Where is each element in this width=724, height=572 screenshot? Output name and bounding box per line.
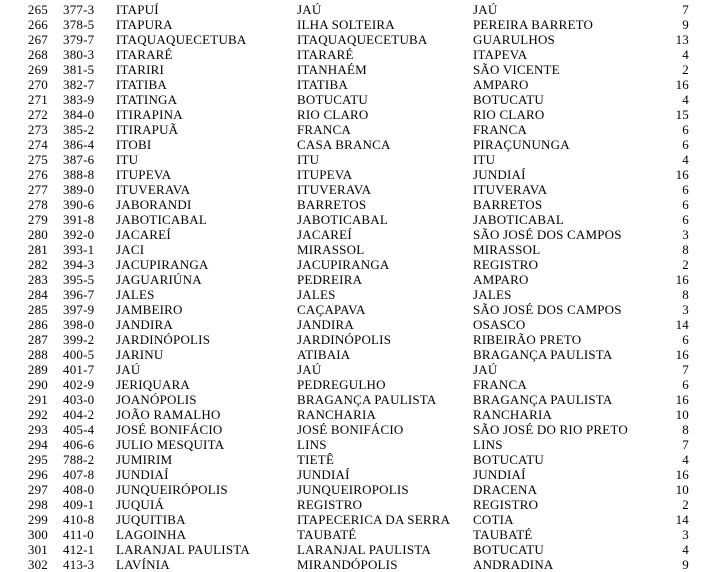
count-cell: 7 <box>682 2 689 17</box>
region-city-cell: BRAGANÇA PAULISTA <box>473 347 613 362</box>
region-city-cell: BOTUCATU <box>473 92 544 107</box>
municipality-cell: LARANJAL PAULISTA <box>116 542 250 557</box>
municipality-cell: ITUVERAVA <box>116 182 191 197</box>
municipality-cell: LAGOINHA <box>116 527 187 542</box>
row-index-cell: 300 <box>27 527 48 542</box>
municipality-cell: ITUPEVA <box>116 167 172 182</box>
count-cell: 7 <box>682 362 689 377</box>
table-row <box>0 122 724 137</box>
table-row <box>0 407 724 422</box>
seat-city-cell: TAUBATÉ <box>297 527 357 542</box>
region-city-cell: FRANCA <box>473 122 527 137</box>
table-row <box>0 227 724 242</box>
row-index-cell: 278 <box>27 197 48 212</box>
region-city-cell: COTIA <box>473 512 514 527</box>
table-row <box>0 362 724 377</box>
code-cell: 402-9 <box>63 377 95 392</box>
seat-city-cell: JALES <box>297 287 336 302</box>
municipality-cell: JUQUITIBA <box>116 512 186 527</box>
seat-city-cell: ITANHAÉM <box>297 62 367 77</box>
code-cell: 413-3 <box>63 557 95 572</box>
seat-city-cell: PEDREGULHO <box>297 377 386 392</box>
code-cell: 395-5 <box>63 272 95 287</box>
count-cell: 16 <box>675 272 689 287</box>
seat-city-cell: ITARARÉ <box>297 47 354 62</box>
code-cell: 388-8 <box>63 167 95 182</box>
region-city-cell: FRANCA <box>473 377 527 392</box>
seat-city-cell: JABOTICABAL <box>297 212 389 227</box>
code-cell: 412-1 <box>63 542 95 557</box>
table-row <box>0 77 724 92</box>
municipality-cell: JUMIRIM <box>116 452 173 467</box>
municipality-cell: JARDINÓPOLIS <box>116 332 211 347</box>
count-cell: 3 <box>682 302 689 317</box>
row-index-cell: 273 <box>27 122 48 137</box>
seat-city-cell: JANDIRA <box>297 317 355 332</box>
count-cell: 10 <box>675 407 689 422</box>
table-row <box>0 167 724 182</box>
count-cell: 6 <box>682 182 689 197</box>
code-cell: 390-6 <box>63 197 95 212</box>
table-row <box>0 557 724 572</box>
count-cell: 6 <box>682 197 689 212</box>
code-cell: 788-2 <box>63 452 95 467</box>
count-cell: 16 <box>675 77 689 92</box>
seat-city-cell: LARANJAL PAULISTA <box>297 542 431 557</box>
region-city-cell: DRACENA <box>473 482 538 497</box>
row-index-cell: 291 <box>27 392 48 407</box>
table-row <box>0 212 724 227</box>
code-cell: 380-3 <box>63 47 95 62</box>
count-cell: 16 <box>675 167 689 182</box>
region-city-cell: BOTUCATU <box>473 452 544 467</box>
seat-city-cell: ITU <box>297 152 320 167</box>
row-index-cell: 294 <box>27 437 48 452</box>
code-cell: 396-7 <box>63 287 95 302</box>
table-row <box>0 197 724 212</box>
code-cell: 378-5 <box>63 17 95 32</box>
count-cell: 4 <box>682 152 689 167</box>
count-cell: 4 <box>682 542 689 557</box>
row-index-cell: 289 <box>27 362 48 377</box>
table-row <box>0 392 724 407</box>
row-index-cell: 266 <box>27 17 48 32</box>
row-index-cell: 280 <box>27 227 48 242</box>
municipality-cell: ITAPUÍ <box>116 2 159 17</box>
code-cell: 397-9 <box>63 302 95 317</box>
region-city-cell: MIRASSOL <box>473 242 541 257</box>
seat-city-cell: RANCHARIA <box>297 407 377 422</box>
seat-city-cell: PEDREIRA <box>297 272 363 287</box>
seat-city-cell: TIETÊ <box>297 452 335 467</box>
municipality-cell: JOSÉ BONIFÁCIO <box>116 422 223 437</box>
seat-city-cell: ITAPECERICA DA SERRA <box>297 512 451 527</box>
table-row <box>0 497 724 512</box>
seat-city-cell: JACUPIRANGA <box>297 257 390 272</box>
table-row <box>0 452 724 467</box>
region-city-cell: JUNDIAÍ <box>473 167 526 182</box>
table-row <box>0 32 724 47</box>
row-index-cell: 267 <box>27 32 48 47</box>
municipality-cell: JACAREÍ <box>116 227 171 242</box>
region-city-cell: REGISTRO <box>473 497 539 512</box>
row-index-cell: 275 <box>27 152 48 167</box>
count-cell: 6 <box>682 137 689 152</box>
count-cell: 16 <box>675 392 689 407</box>
count-cell: 7 <box>682 437 689 452</box>
row-index-cell: 293 <box>27 422 48 437</box>
table-row <box>0 272 724 287</box>
municipality-cell: ITATINGA <box>116 92 178 107</box>
code-cell: 403-0 <box>63 392 95 407</box>
row-index-cell: 292 <box>27 407 48 422</box>
table-row <box>0 47 724 62</box>
code-cell: 382-7 <box>63 77 95 92</box>
row-index-cell: 299 <box>27 512 48 527</box>
seat-city-cell: ILHA SOLTEIRA <box>297 17 395 32</box>
table-row <box>0 17 724 32</box>
seat-city-cell: RIO CLARO <box>297 107 369 122</box>
code-cell: 407-8 <box>63 467 95 482</box>
seat-city-cell: BRAGANÇA PAULISTA <box>297 392 437 407</box>
row-index-cell: 276 <box>27 167 48 182</box>
table-row <box>0 437 724 452</box>
municipality-cell: JABOTICABAL <box>116 212 208 227</box>
region-city-cell: SÃO JOSÉ DOS CAMPOS <box>473 227 622 242</box>
count-cell: 8 <box>682 287 689 302</box>
seat-city-cell: REGISTRO <box>297 497 363 512</box>
region-city-cell: RIO CLARO <box>473 107 545 122</box>
table-row <box>0 137 724 152</box>
count-cell: 16 <box>675 347 689 362</box>
municipality-cell: ITARARÉ <box>116 47 173 62</box>
region-city-cell: LINS <box>473 437 503 452</box>
municipality-cell: JOÃO RAMALHO <box>116 407 221 422</box>
code-cell: 411-0 <box>63 527 94 542</box>
municipality-cell: JACUPIRANGA <box>116 257 209 272</box>
code-cell: 379-7 <box>63 32 95 47</box>
seat-city-cell: BARRETOS <box>297 197 367 212</box>
region-city-cell: BOTUCATU <box>473 542 544 557</box>
municipality-cell: JANDIRA <box>116 317 174 332</box>
municipality-cell: ITARIRI <box>116 62 165 77</box>
municipality-cell: JALES <box>116 287 155 302</box>
code-cell: 394-3 <box>63 257 95 272</box>
row-index-cell: 269 <box>27 62 48 77</box>
municipality-cell: JACI <box>116 242 145 257</box>
municipality-cell: JAÚ <box>116 362 141 377</box>
municipality-cell: ITAQUAQUECETUBA <box>116 32 247 47</box>
seat-city-cell: ITUVERAVA <box>297 182 372 197</box>
region-city-cell: JALES <box>473 287 512 302</box>
seat-city-cell: FRANCA <box>297 122 351 137</box>
row-index-cell: 270 <box>27 77 48 92</box>
region-city-cell: BRAGANÇA PAULISTA <box>473 392 613 407</box>
code-cell: 381-5 <box>63 62 95 77</box>
code-cell: 408-0 <box>63 482 95 497</box>
row-index-cell: 297 <box>27 482 48 497</box>
code-cell: 385-2 <box>63 122 95 137</box>
municipality-cell: JARINU <box>116 347 164 362</box>
row-index-cell: 295 <box>27 452 48 467</box>
row-index-cell: 288 <box>27 347 48 362</box>
table-row <box>0 92 724 107</box>
count-cell: 8 <box>682 422 689 437</box>
region-city-cell: JUNDIAÍ <box>473 467 526 482</box>
row-index-cell: 279 <box>27 212 48 227</box>
table-row <box>0 377 724 392</box>
seat-city-cell: ITUPEVA <box>297 167 353 182</box>
region-city-cell: PIRAÇUNUNGA <box>473 137 570 152</box>
table-row <box>0 302 724 317</box>
municipality-cell: JAGUARIÚNA <box>116 272 202 287</box>
table-row <box>0 107 724 122</box>
seat-city-cell: JOSÉ BONIFÁCIO <box>297 422 404 437</box>
seat-city-cell: MIRANDÓPOLIS <box>297 557 398 572</box>
seat-city-cell: ATIBAIA <box>297 347 351 362</box>
count-cell: 4 <box>682 47 689 62</box>
row-index-cell: 296 <box>27 467 48 482</box>
code-cell: 406-6 <box>63 437 95 452</box>
municipality-cell: JABORANDI <box>116 197 192 212</box>
code-cell: 405-4 <box>63 422 95 437</box>
seat-city-cell: JUNDIAÍ <box>297 467 350 482</box>
seat-city-cell: ITAQUAQUECETUBA <box>297 32 428 47</box>
region-city-cell: AMPARO <box>473 77 529 92</box>
code-cell: 404-2 <box>63 407 95 422</box>
code-cell: 383-9 <box>63 92 95 107</box>
count-cell: 4 <box>682 92 689 107</box>
code-cell: 391-8 <box>63 212 95 227</box>
count-cell: 13 <box>675 32 689 47</box>
count-cell: 2 <box>682 497 689 512</box>
region-city-cell: BARRETOS <box>473 197 543 212</box>
count-cell: 16 <box>675 467 689 482</box>
row-index-cell: 302 <box>27 557 48 572</box>
region-city-cell: ITUVERAVA <box>473 182 548 197</box>
row-index-cell: 282 <box>27 257 48 272</box>
row-index-cell: 286 <box>27 317 48 332</box>
municipality-cell: LAVÍNIA <box>116 557 170 572</box>
municipality-cell: JAMBEIRO <box>116 302 183 317</box>
table-row <box>0 317 724 332</box>
table-row <box>0 347 724 362</box>
table-row <box>0 287 724 302</box>
count-cell: 2 <box>682 62 689 77</box>
seat-city-cell: JACAREÍ <box>297 227 352 242</box>
region-city-cell: ANDRADINA <box>473 557 554 572</box>
row-index-cell: 268 <box>27 47 48 62</box>
region-city-cell: TAUBATÉ <box>473 527 533 542</box>
table-row <box>0 242 724 257</box>
municipality-cell: JULIO MESQUITA <box>116 437 225 452</box>
count-cell: 9 <box>682 17 689 32</box>
count-cell: 8 <box>682 242 689 257</box>
table-row <box>0 482 724 497</box>
region-city-cell: JABOTICABAL <box>473 212 565 227</box>
count-cell: 2 <box>682 257 689 272</box>
row-index-cell: 271 <box>27 92 48 107</box>
municipality-cell: ITATIBA <box>116 77 167 92</box>
code-cell: 400-5 <box>63 347 95 362</box>
code-cell: 389-0 <box>63 182 95 197</box>
code-cell: 384-0 <box>63 107 95 122</box>
region-city-cell: ITU <box>473 152 496 167</box>
count-cell: 6 <box>682 377 689 392</box>
row-index-cell: 265 <box>27 2 48 17</box>
count-cell: 10 <box>675 482 689 497</box>
row-index-cell: 285 <box>27 302 48 317</box>
code-cell: 393-1 <box>63 242 95 257</box>
table-row <box>0 2 724 17</box>
region-city-cell: SÃO JOSÉ DO RIO PRETO <box>473 422 628 437</box>
region-city-cell: SÃO VICENTE <box>473 62 560 77</box>
municipality-table <box>0 2 724 572</box>
count-cell: 14 <box>675 512 689 527</box>
municipality-cell: JUQUIÁ <box>116 497 165 512</box>
code-cell: 409-1 <box>63 497 95 512</box>
row-index-cell: 281 <box>27 242 48 257</box>
seat-city-cell: LINS <box>297 437 327 452</box>
count-cell: 6 <box>682 332 689 347</box>
code-cell: 399-2 <box>63 332 95 347</box>
count-cell: 15 <box>675 107 689 122</box>
count-cell: 14 <box>675 317 689 332</box>
municipality-cell: ITIRAPUÃ <box>116 122 179 137</box>
count-cell: 3 <box>682 527 689 542</box>
region-city-cell: REGISTRO <box>473 257 539 272</box>
region-city-cell: GUARULHOS <box>473 32 555 47</box>
count-cell: 3 <box>682 227 689 242</box>
code-cell: 401-7 <box>63 362 95 377</box>
row-index-cell: 287 <box>27 332 48 347</box>
row-index-cell: 272 <box>27 107 48 122</box>
municipality-cell: ITU <box>116 152 139 167</box>
code-cell: 386-4 <box>63 137 95 152</box>
count-cell: 6 <box>682 212 689 227</box>
table-row <box>0 257 724 272</box>
region-city-cell: RIBEIRÃO PRETO <box>473 332 582 347</box>
seat-city-cell: MIRASSOL <box>297 242 365 257</box>
region-city-cell: PEREIRA BARRETO <box>473 17 594 32</box>
municipality-cell: JUNQUEIRÓPOLIS <box>116 482 228 497</box>
code-cell: 377-3 <box>63 2 95 17</box>
region-city-cell: AMPARO <box>473 272 529 287</box>
municipality-cell: ITAPURA <box>116 17 173 32</box>
seat-city-cell: CAÇAPAVA <box>297 302 366 317</box>
row-index-cell: 274 <box>27 137 48 152</box>
count-cell: 4 <box>682 452 689 467</box>
row-index-cell: 277 <box>27 182 48 197</box>
region-city-cell: RANCHARIA <box>473 407 553 422</box>
municipality-cell: ITOBI <box>116 137 152 152</box>
table-row <box>0 182 724 197</box>
table-row <box>0 422 724 437</box>
seat-city-cell: CASA BRANCA <box>297 137 391 152</box>
region-city-cell: JAÚ <box>473 2 498 17</box>
seat-city-cell: JAÚ <box>297 362 322 377</box>
seat-city-cell: BOTUCATU <box>297 92 368 107</box>
region-city-cell: SÃO JOSÉ DOS CAMPOS <box>473 302 622 317</box>
seat-city-cell: JAÚ <box>297 2 322 17</box>
count-cell: 9 <box>682 557 689 572</box>
row-index-cell: 290 <box>27 377 48 392</box>
code-cell: 392-0 <box>63 227 95 242</box>
count-cell: 6 <box>682 122 689 137</box>
code-cell: 398-0 <box>63 317 95 332</box>
row-index-cell: 284 <box>27 287 48 302</box>
seat-city-cell: JARDINÓPOLIS <box>297 332 392 347</box>
table-row <box>0 542 724 557</box>
table-row <box>0 62 724 77</box>
table-row <box>0 467 724 482</box>
municipality-cell: JOANÓPOLIS <box>116 392 197 407</box>
municipality-cell: JUNDIAÍ <box>116 467 169 482</box>
seat-city-cell: JUNQUEIROPOLIS <box>297 482 409 497</box>
table-row <box>0 152 724 167</box>
seat-city-cell: ITATIBA <box>297 77 348 92</box>
table-row <box>0 332 724 347</box>
region-city-cell: OSASCO <box>473 317 526 332</box>
region-city-cell: JAÚ <box>473 362 498 377</box>
municipality-cell: JERIQUARA <box>116 377 191 392</box>
table-row <box>0 512 724 527</box>
row-index-cell: 298 <box>27 497 48 512</box>
region-city-cell: ITAPEVA <box>473 47 528 62</box>
code-cell: 387-6 <box>63 152 95 167</box>
table-row <box>0 527 724 542</box>
municipality-cell: ITIRAPINA <box>116 107 183 122</box>
code-cell: 410-8 <box>63 512 95 527</box>
row-index-cell: 301 <box>27 542 48 557</box>
row-index-cell: 283 <box>27 272 48 287</box>
